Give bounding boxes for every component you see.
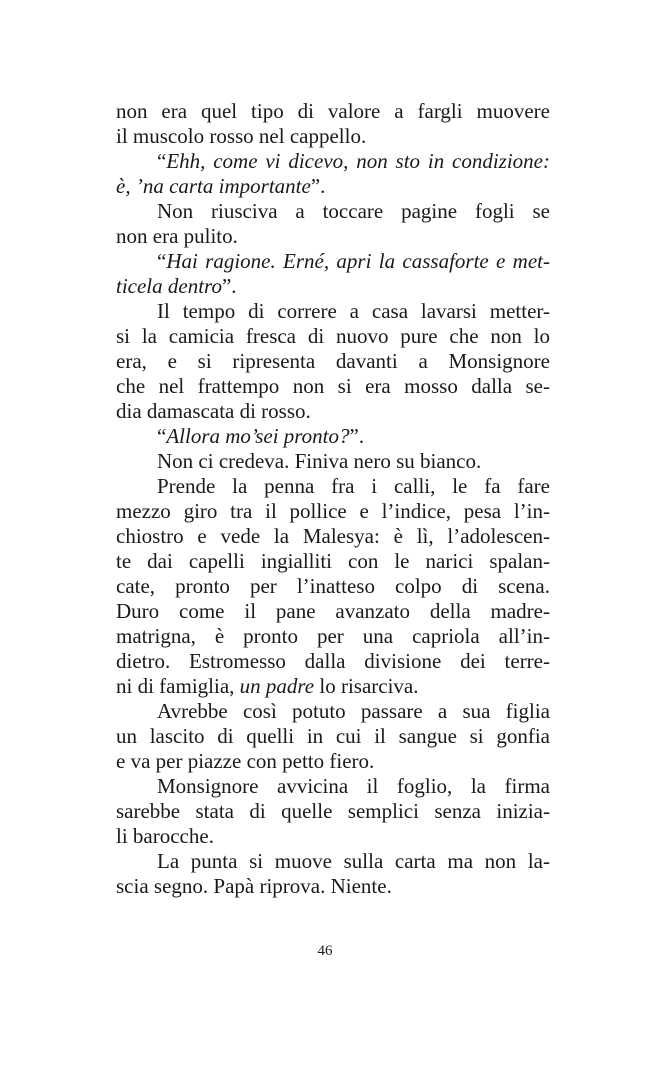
- text-line: [116, 324, 550, 349]
- text-line: [116, 124, 550, 149]
- text-segment: mezzo giro tra il pollice e l’indice, pesa l’in-: [116, 499, 550, 523]
- text-line: [116, 849, 550, 874]
- italic-text: Ehh, come vi dicevo, non sto in condizione:: [166, 149, 550, 173]
- text-segment: non era pulito.: [116, 224, 238, 248]
- text-segment: Duro come il pane avanzato della madre-: [116, 599, 550, 623]
- text-segment: scia segno. Papà riprova. Niente.: [116, 874, 392, 898]
- text-line: [116, 499, 550, 524]
- text-line: [116, 99, 550, 124]
- italic-text: un padre: [239, 674, 315, 698]
- text-line: [116, 574, 550, 599]
- text-segment: li barocche.: [116, 824, 214, 848]
- text-line: [116, 599, 550, 624]
- text-segment: te dai capelli ingialliti con le narici spalan-: [116, 549, 550, 573]
- text-segment: chiostro e vede la Malesya: è lì, l’adolescen-: [116, 524, 550, 548]
- text-segment: matrigna, è pronto per una capriola all’in-: [116, 624, 550, 648]
- text-segment: ni di famiglia,: [116, 674, 240, 698]
- text-segment: ”.: [221, 274, 237, 298]
- text-segment: La punta si muove sulla carta ma non la-: [157, 849, 550, 873]
- text-segment: era, e si ripresenta davanti a Monsignore: [116, 349, 550, 373]
- text-line: [116, 399, 550, 424]
- text-line: [116, 649, 550, 674]
- page-number: 46: [317, 943, 333, 959]
- text-segment: lo risarciva.: [314, 674, 419, 698]
- italic-text: Allora mo’sei pronto?: [166, 424, 350, 448]
- body-text: [116, 99, 550, 899]
- text-line: [116, 799, 550, 824]
- text-line: [116, 774, 550, 799]
- text-segment: “: [157, 149, 167, 173]
- italic-text: Hai ragione. Erné, apri la cassaforte e met-: [166, 249, 550, 273]
- text-segment: cate, pronto per l’inatteso colpo di scena.: [116, 574, 550, 598]
- text-line: [116, 349, 550, 374]
- text-line: [116, 474, 550, 499]
- text-line: [116, 699, 550, 724]
- text-segment: “: [157, 249, 167, 273]
- text-line: [116, 249, 550, 274]
- text-segment: Non ci credeva. Finiva nero su bianco.: [157, 449, 482, 473]
- text-line: [116, 199, 550, 224]
- text-segment: ”.: [349, 424, 365, 448]
- text-line: [116, 624, 550, 649]
- text-line: [116, 174, 550, 199]
- text-segment: Prende la penna fra i calli, le fa fare: [157, 474, 550, 498]
- italic-text: ticela dentro: [116, 274, 222, 298]
- text-line: [116, 724, 550, 749]
- text-line: [116, 674, 550, 699]
- text-segment: si la camicia fresca di nuovo pure che non lo: [116, 324, 550, 348]
- text-line: [116, 374, 550, 399]
- text-segment: ”.: [310, 174, 326, 198]
- text-segment: un lascito di quelli in cui il sangue si gonfia: [116, 724, 550, 748]
- text-segment: dia damascata di rosso.: [116, 399, 311, 423]
- text-segment: Il tempo di correre a casa lavarsi metter-: [157, 299, 550, 323]
- text-line: [116, 449, 550, 474]
- text-line: [116, 524, 550, 549]
- text-segment: che nel frattempo non si era mosso dalla se-: [116, 374, 550, 398]
- text-segment: sarebbe stata di quelle semplici senza inizia-: [116, 799, 550, 823]
- text-segment: e va per piazze con petto fiero.: [116, 749, 375, 773]
- text-line: [116, 224, 550, 249]
- text-line: [116, 424, 550, 449]
- text-line: [116, 299, 550, 324]
- text-line: [116, 824, 550, 849]
- text-line: [116, 274, 550, 299]
- text-segment: il muscolo rosso nel cappello.: [116, 124, 367, 148]
- text-segment: Monsignore avvicina il foglio, la firma: [157, 774, 550, 798]
- text-segment: “: [157, 424, 167, 448]
- text-segment: Non riusciva a toccare pagine fogli se: [157, 199, 550, 223]
- italic-text: è, ’na carta importante: [116, 174, 311, 198]
- text-line: [116, 149, 550, 174]
- text-line: [116, 874, 550, 899]
- text-line: [116, 549, 550, 574]
- text-line: [116, 749, 550, 774]
- text-segment: dietro. Estromesso dalla divisione dei terre-: [116, 649, 550, 673]
- text-segment: non era quel tipo di valore a fargli muovere: [116, 99, 550, 123]
- text-segment: Avrebbe così potuto passare a sua figlia: [157, 699, 550, 723]
